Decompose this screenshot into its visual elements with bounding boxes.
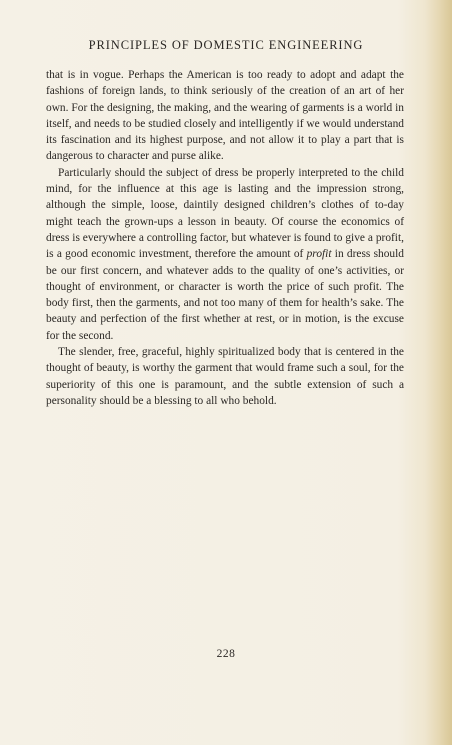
body-text: [46, 67, 404, 409]
emphasized-word: profit: [306, 248, 332, 261]
page-number: 228: [216, 648, 236, 660]
paragraph-2: [46, 165, 404, 344]
paragraph-1: that is in vogue. Perhaps the American is too ready to adopt and adapt the fashions of foreign lands, to think seriously of the creation of an art of her own. For the designing, the making, and the wearing of garments is a world in itself, and needs to be studied closely and intelligently if we would understand its fascination and its highest purpose, and not allow it to play a part that is dangerous to character and purse alike.: [46, 69, 404, 163]
paragraph-3: The slender, free, graceful, highly spiritualized body that is centered in the thought of beauty, is worthy the garment that would frame such a soul, for the superiority of this one is paramount, and the subtle extension of such a personality should be a blessing to all who behold.: [46, 346, 404, 407]
paragraph-2-part-a: Particularly should the subject of dress be properly interpreted to the child mind, for the influence at this age is lasting and the impression strong, although the simple, loose, daintily designed children’s clothes of to-day might teach the grown-ups a lesson in beauty. Of course the economics of dress is everywhere a controlling factor, but whatever is found to give a profit, is a good economic investment, therefore the amount of: [46, 166, 404, 261]
paragraph-2-part-b: in dress should be our first concern, and whatever adds to the quality of one’s activities, or thought of environment, or character is worth the price of such profit. The body first, then the garments, and not too many of them for health’s sake. The beauty and perfection of the first whether at rest, or in motion, is the excuse for the second.: [46, 248, 404, 342]
running-header: PRINCIPLES OF DOMESTIC ENGINEERING: [88, 38, 364, 52]
